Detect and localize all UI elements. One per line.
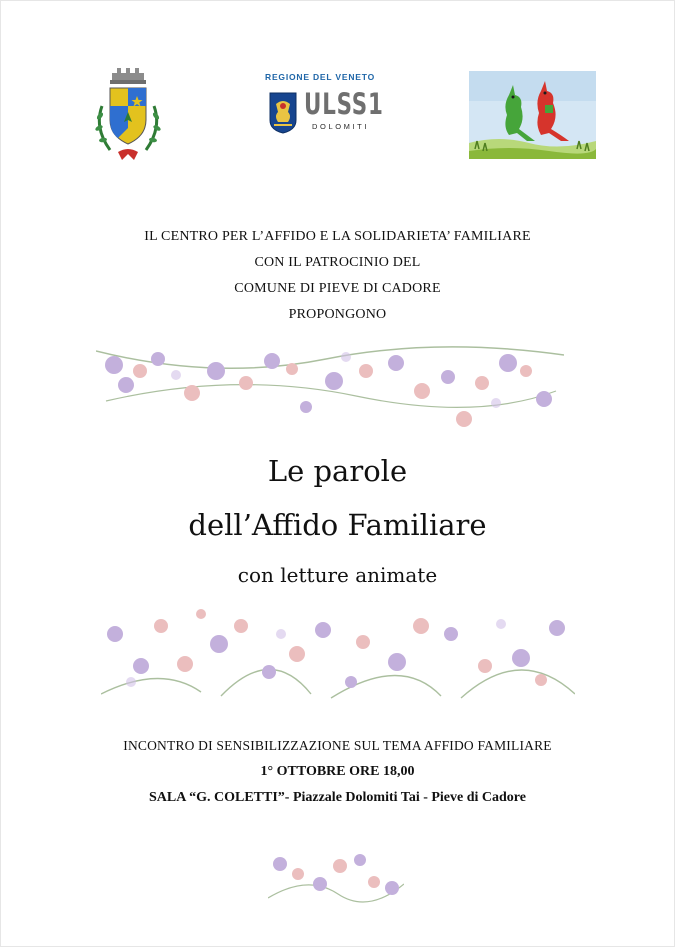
event-date: 1° OTTOBRE ORE 18,00 xyxy=(260,764,415,779)
title-line-1: Le parole xyxy=(267,454,408,488)
floral-border-middle xyxy=(101,604,575,700)
kangaroo-pair-icon xyxy=(469,71,596,159)
lion-shield-icon xyxy=(268,92,298,134)
floral-border-bottom xyxy=(268,844,404,906)
subtitle: con letture animate xyxy=(237,563,438,587)
ulss-logo xyxy=(262,72,384,144)
title-line-2: dell’Affido Familiare xyxy=(188,508,487,542)
event-place: SALA “G. COLETTI”- Piazzale Dolomiti Tai - Pieve di Cadore xyxy=(149,790,526,805)
ulss-region-label: REGIONE DEL VENETO xyxy=(265,72,375,82)
watercolor-flowers-icon xyxy=(268,844,404,906)
watercolor-flowers-icon xyxy=(96,341,564,433)
intro-line-organiser: IL CENTRO PER L’AFFIDO E LA SOLIDARIETA’ FAMILIARE xyxy=(144,229,531,244)
coat-of-arms-icon xyxy=(88,66,168,166)
affido-center-logo xyxy=(469,71,596,159)
event-heading: INCONTRO DI SENSIBILIZZAZIONE SUL TEMA AFFIDO FAMILIARE xyxy=(123,738,552,753)
intro-line-patronage: CON IL PATROCINIO DEL xyxy=(254,255,421,270)
ulss-subtitle: DOLOMITI xyxy=(312,122,370,131)
comune-coat-of-arms xyxy=(88,66,168,166)
ulss-wordmark: ULSS1 xyxy=(304,87,384,121)
intro-line-propose: PROPONGONO xyxy=(288,307,387,322)
floral-border-top xyxy=(96,341,564,433)
intro-block xyxy=(0,224,675,328)
watercolor-flowers-icon xyxy=(101,604,575,700)
intro-line-municipality: COMUNE DI PIEVE DI CADORE xyxy=(234,281,441,296)
